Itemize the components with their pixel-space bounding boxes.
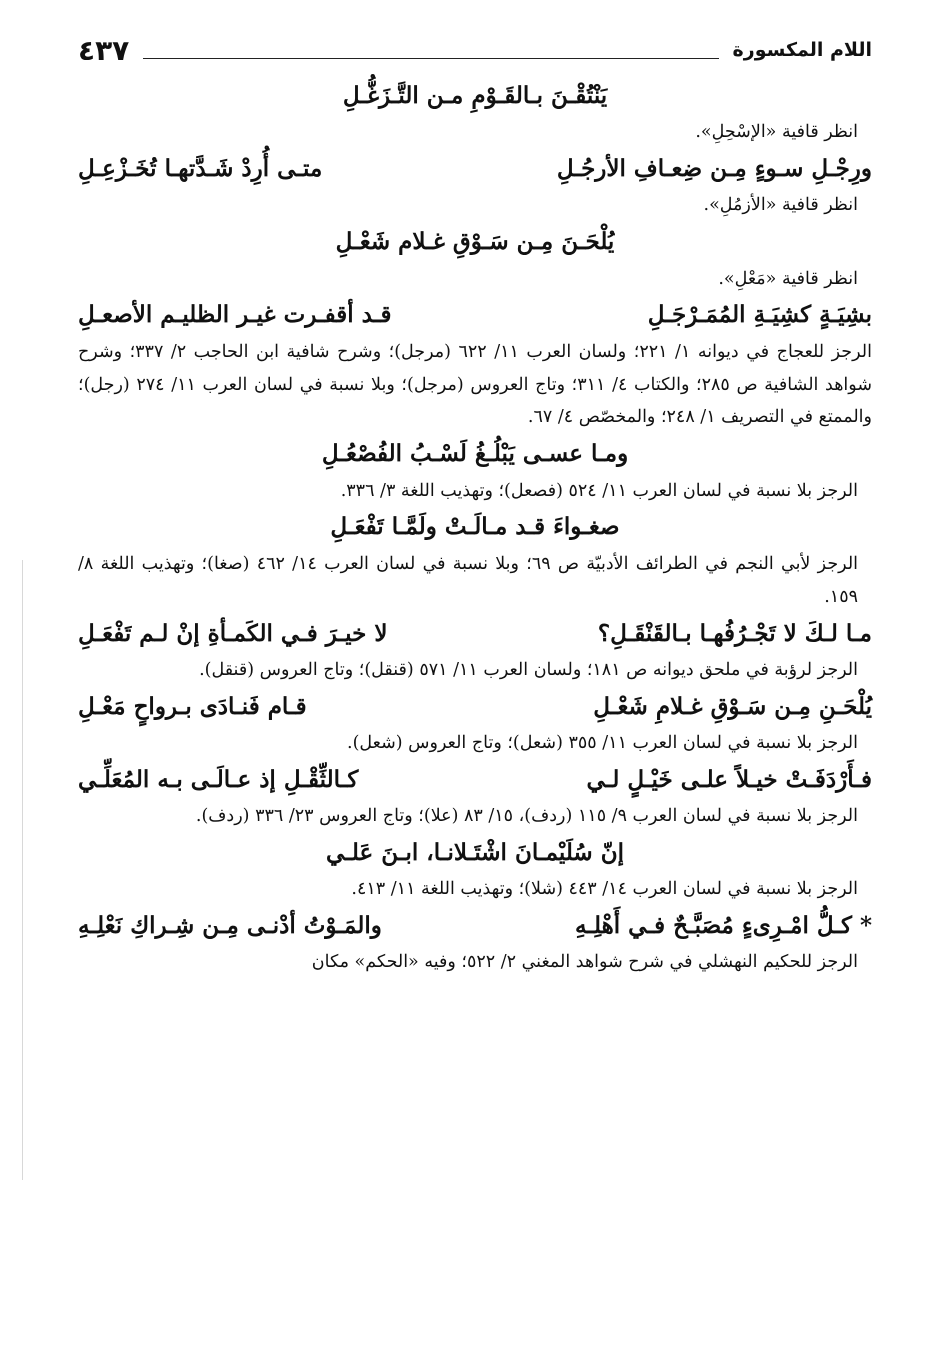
verse-line (78, 295, 872, 335)
page-number: ٤٣٧ (78, 33, 130, 67)
verse-second-hemistich: قـام فَنـادَى بـرواحٍ مَعْـلِ (78, 692, 307, 720)
verse-second-hemistich: لا خيـرَ فـي الكَمـأةِ إنْ لـم تَفْعَـلِ (78, 619, 388, 647)
reference-note: انظر قافية «مَعْلِ». (718, 268, 858, 289)
verse-first-hemistich: ورِجْـلِ سـوءٍ مِـن ضِعـافِ الأرجُـلِ (556, 155, 872, 183)
scan-margin-line (22, 560, 23, 1180)
verse-first-hemistich: * كـلُّ امْـرِىءٍ مُصَبَّـحٌ فـي أَهْلِـهِ (574, 912, 872, 940)
page-content (78, 76, 872, 979)
verse-line (78, 687, 872, 727)
source-note: الرجز للحكيم النهشلي في شرح شواهد المغني ٢/ ٥٢٢؛ وفيه «الحكم» مكان (311, 952, 858, 973)
verse-line (78, 760, 872, 800)
reference-note: انظر قافية «الأزمُلِ». (703, 195, 858, 216)
running-title: اللام المكسورة (732, 39, 872, 61)
verse-line (78, 614, 872, 654)
source-note: الرجز لرؤبة في ملحق ديوانه ص ١٨١؛ ولسان العرب ١١/ ٥٧١ (قنقل)؛ وتاج العروس (قنقل). (199, 659, 858, 680)
source-note: الرجز بلا نسبة في لسان العرب ١٤/ ٤٤٣ (شلا)؛ وتهذيب اللغة ١١/ ٤١٣. (351, 879, 858, 900)
verse-second-hemistich: متـى أُرِدْ شَـدَّتهـا تُخَـزْعِـلِ (78, 155, 323, 183)
verse-line: صغـواءَ قـد مـالَـتْ ولَمَّـا تَفْعَـلِ (330, 513, 620, 541)
header-rule (143, 58, 718, 59)
verse-line (78, 149, 872, 189)
book-page (78, 30, 872, 1359)
verse-first-hemistich: بشِيَـةٍ كشِيَـةِ المُمَـرْجَـلِ (647, 301, 872, 329)
source-note: الرجز للعجاج في ديوانه ١/ ٢٢١؛ ولسان العرب ١١/ ٦٢٢ (مرجل)؛ وشرح شافية ابن الحاجب ٢/ ٣٣٧؛ وشرح شواهد الشافية ص ٢٨٥؛ والكتاب ٤/ ٣١١؛ وتاج العروس (مرجل)؛ وبلا نسبة في لسان العرب ١١/ ٢٧٤ (رجل)؛ والممتع في التصريف ١/ ٢٤٨؛ والمخصّص ٤/ ٦٧. (78, 341, 872, 428)
source-note: الرجز لأبي النجم في الطرائف الأدبيّة ص ٦٩؛ وبلا نسبة في لسان العرب ١٤/ ٤٦٢ (صغا)؛ وتهذيب اللغة ٨/ ١٥٩. (78, 553, 859, 607)
source-note: الرجز بلا نسبة في لسان العرب ١١/ ٣٥٥ (شعل)؛ وتاج العروس (شعل). (347, 732, 858, 753)
source-note: الرجز بلا نسبة في لسان العرب ١١/ ٥٢٤ (فصعل)؛ وتهذيب اللغة ٣/ ٣٣٦. (340, 480, 858, 501)
verse-second-hemistich: والمَـوْتُ أدْنـى مِـن شِـراكِ نَعْلِـهِ (78, 912, 382, 940)
verse-line (78, 906, 872, 946)
verse-first-hemistich: مـا لـكَ لا تَجْـرُفُهـا بـالقَنْقَـلِ؟ (597, 619, 872, 647)
verse-first-hemistich: يُلْحَـنِ مِـن سَـوْقِ غـلامِ شَعْـلِ (593, 692, 872, 720)
verse-line: يُلْحَـنَ مِـن سَـوْقِ غـلام شَعْـلِ (335, 228, 615, 256)
verse-line: إنّ سُلَيْمـانَ اشْتَـلانـا، ابـنَ عَلـي (326, 838, 624, 866)
verse-line: يَنْتُقْـنَ بـالقَـوْمِ مـن التَّـزَغُّـلِ (342, 82, 608, 109)
verse-first-hemistich: فـأَرْدَفَـتْ خيـلاً علـى خَيْـلٍ لـي (586, 765, 872, 793)
source-note: الرجز بلا نسبة في لسان العرب ٩/ ١١٥ (ردف)، ١٥/ ٨٣ (علا)؛ وتاج العروس ٢٣/ ٣٣٦ (ردف). (195, 806, 858, 827)
verse-line: ومـا عسـى يَبْلُـغُ لَسْـبُ الفُصْعُـلِ (321, 440, 629, 468)
verse-second-hemistich: قـد أقفـرت غيـر الظليـم الأصعـلِ (78, 301, 392, 329)
verse-second-hemistich: كـالثِّقْـلِ إذ عـالَـى بـه المُعَلِّـي (78, 765, 359, 793)
page-header (78, 30, 872, 70)
reference-note: انظر قافية «الإسْحِلِ». (695, 122, 858, 143)
